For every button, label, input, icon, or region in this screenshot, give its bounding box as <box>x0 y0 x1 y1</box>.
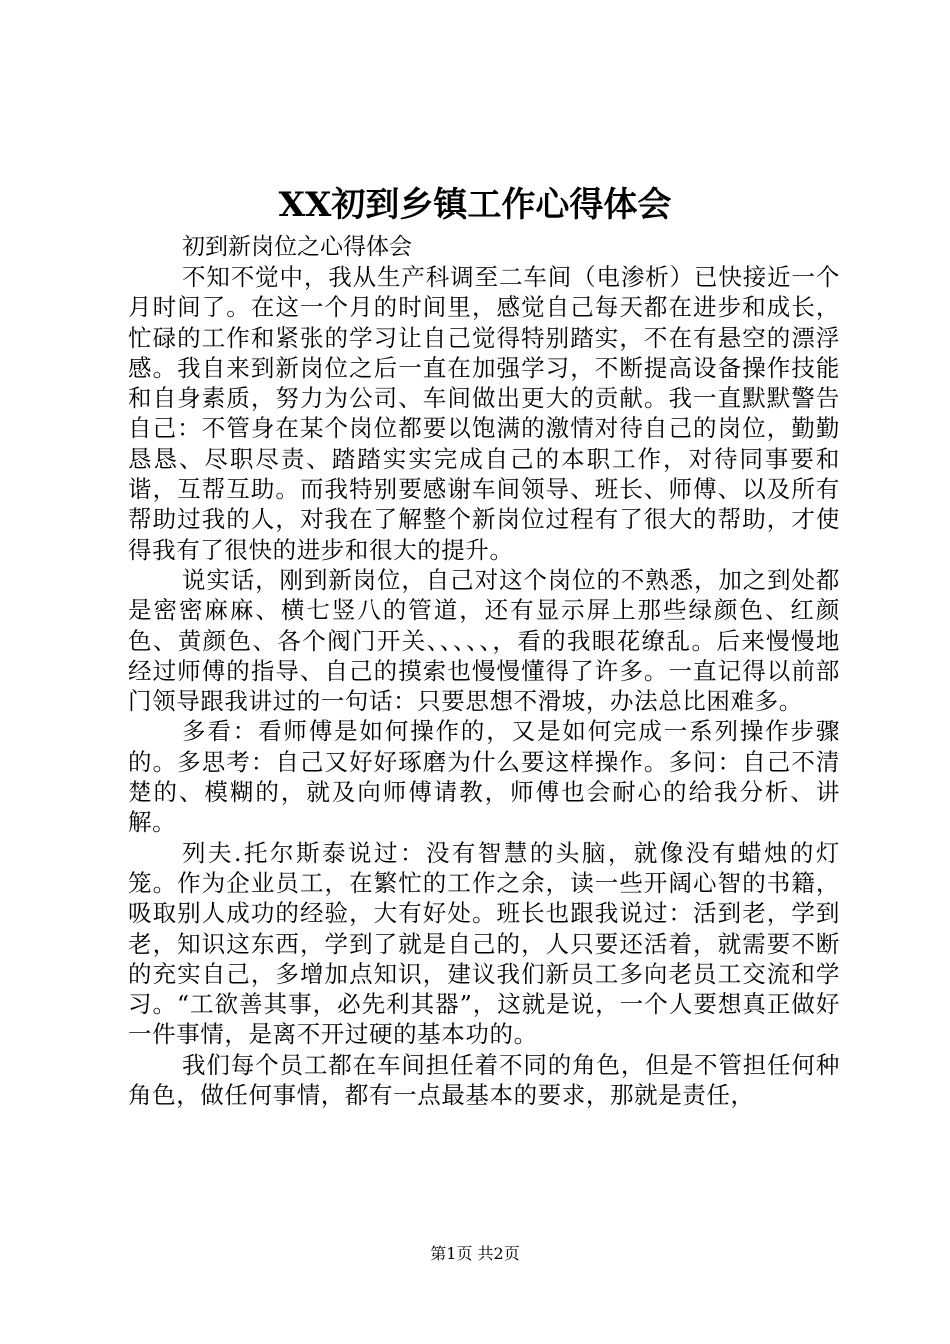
paragraph-2: 说实话，刚到新岗位，自己对这个岗位的不熟悉，加之到处都是密密麻麻、横七竖八的管道，还有显示屏上那些绿颜色、红颜色、黄颜色、各个阀门开关、、、、、，看的我眼花缭乱。后来慢慢地经过师傅的指导、自己的摸索也慢慢懂得了许多。一直记得以前部门领导跟我讲过的一句话：只要思想不滑坡，办法总比困难多。 <box>128 565 840 716</box>
document-body <box>128 232 840 1110</box>
paragraph-1: 不知不觉中，我从生产科调至二车间（电渗析）已快接近一个月时间了。在这一个月的时间里，感觉自己每天都在进步和成长，忙碌的工作和紧张的学习让自己觉得特别踏实，不在有悬空的漂浮感。我自来到新岗位之后一直在加强学习，不断提高设备操作技能和自身素质，努力为公司、车间做出更大的贡献。我一直默默警告自己：不管身在某个岗位都要以饱满的激情对待自己的岗位，勤勤恳恳、尽职尽责、踏踏实实完成自己的本职工作，对待同事要和谐，互帮互助。而我特别要感谢车间领导、班长、师傅、以及所有帮助过我的人，对我在了解整个新岗位过程有了很大的帮助，才使得我有了很快的进步和很大的提升。 <box>128 263 840 564</box>
document-title: XX初到乡镇工作心得体会 <box>278 185 672 225</box>
paragraph-5: 我们每个员工都在车间担任着不同的角色，但是不管担任何种角色，做任何事情，都有一点最基本的要求，那就是责任， <box>128 1050 840 1110</box>
paragraph-3: 多看：看师傅是如何操作的，又是如何完成一系列操作步骤的。多思考：自己又好好琢磨为什么要这样操作。多问：自己不清楚的、模糊的，就及向师傅请教，师傅也会耐心的给我分析、讲解。 <box>128 717 840 837</box>
document-subtitle: 初到新岗位之心得体会 <box>182 234 412 260</box>
page-footer: 第1页 共2页 <box>430 1244 520 1263</box>
paragraph-4: 列夫.托尔斯泰说过：没有智慧的头脑，就像没有蜡烛的灯笼。作为企业员工，在繁忙的工作之余，读一些开阔心智的书籍，吸取别人成功的经验，大有好处。班长也跟我说过：活到老，学到老，知识这东西，学到了就是自己的，人只要还活着，就需要不断的充实自己，多增加点知识，建议我们新员工多向老员工交流和学习。“工欲善其事，必先利其器”，这就是说，一个人要想真正做好一件事情，是离不开过硬的基本功的。 <box>128 838 840 1049</box>
